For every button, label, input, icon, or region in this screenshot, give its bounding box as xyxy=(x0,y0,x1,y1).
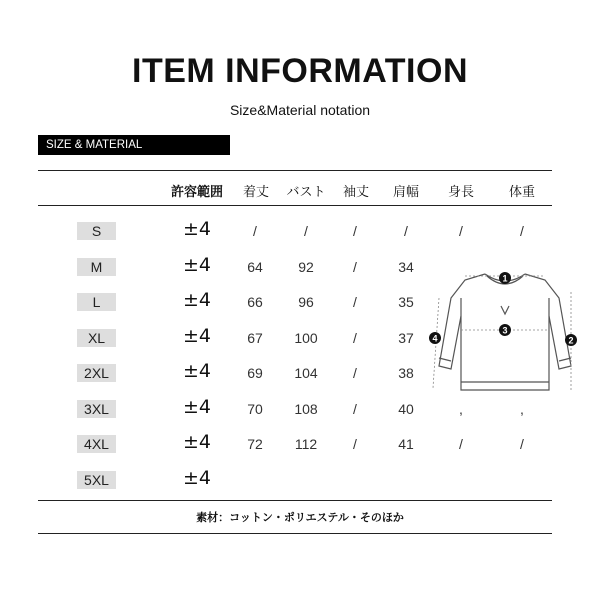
marker-2-label: 2 xyxy=(568,335,574,346)
section-label: SIZE & MATERIAL xyxy=(38,135,230,155)
material-note: 素材：コットン・ポリエステル・そのほか xyxy=(196,511,404,524)
page-subtitle: Size&Material notation xyxy=(229,102,371,118)
marker-2-icon xyxy=(565,334,577,346)
cell-bust: 104 xyxy=(294,365,318,381)
cell-sleeve: / xyxy=(353,365,357,381)
tolerance-value: ±4 xyxy=(182,395,211,418)
cell-bust: / xyxy=(304,223,308,239)
cell-length: / xyxy=(253,223,257,239)
shirt-measurement-diagram xyxy=(425,258,585,398)
cell-height: / xyxy=(459,223,463,239)
cell-length: 72 xyxy=(247,436,263,452)
cell-shoulder: / xyxy=(404,223,408,239)
cell-length: 67 xyxy=(247,329,263,346)
column-header-tolerance: 許容範囲 xyxy=(170,185,223,200)
marker-3-label: 3 xyxy=(502,325,508,336)
size-label: S xyxy=(77,222,116,240)
marker-3-icon xyxy=(499,324,511,336)
cell-length: 66 xyxy=(247,294,263,310)
tolerance-value: ±4 xyxy=(182,324,211,347)
cell-weight: , xyxy=(520,400,524,417)
size-label: M xyxy=(77,258,116,276)
cell-shoulder: 35 xyxy=(398,294,414,310)
cell-sleeve: / xyxy=(353,294,357,310)
cell-shoulder: 37 xyxy=(398,329,414,346)
cell-length: 69 xyxy=(247,365,263,381)
tolerance-value: ±4 xyxy=(182,253,211,276)
cell-height: / xyxy=(459,436,463,452)
table-rule-header xyxy=(38,205,552,206)
cell-sleeve: / xyxy=(353,258,357,275)
tolerance-value: ±4 xyxy=(182,431,211,453)
size-label: 2XL xyxy=(77,364,116,382)
column-header-length: 着丈 xyxy=(242,185,269,200)
size-label: L xyxy=(77,293,116,311)
size-label: 4XL xyxy=(77,435,116,453)
tolerance-value: ±4 xyxy=(182,218,211,240)
cell-sleeve: / xyxy=(353,436,357,452)
cell-length: 70 xyxy=(247,400,263,417)
tolerance-value: ±4 xyxy=(182,289,211,311)
tolerance-value: ±4 xyxy=(182,360,211,382)
cell-sleeve: / xyxy=(353,223,357,239)
cell-shoulder: 41 xyxy=(398,436,414,452)
cell-shoulder: 34 xyxy=(398,258,414,275)
cell-bust: 92 xyxy=(298,258,314,275)
size-label: 5XL xyxy=(77,471,116,489)
marker-1-label: 1 xyxy=(502,273,508,284)
cell-shoulder: 38 xyxy=(398,365,414,381)
table-rule-top xyxy=(38,170,552,171)
cell-sleeve: / xyxy=(353,400,357,417)
cell-weight: / xyxy=(520,223,524,239)
cell-bust: 100 xyxy=(294,329,318,346)
cell-sleeve: / xyxy=(353,329,357,346)
cell-bust: 112 xyxy=(294,436,318,452)
size-label: 3XL xyxy=(77,400,116,418)
table-rule-footer xyxy=(38,533,552,534)
column-header-sleeve: 袖丈 xyxy=(342,185,369,200)
cell-height: , xyxy=(459,400,463,417)
page-title: ITEM INFORMATION xyxy=(132,52,468,90)
marker-4-label: 4 xyxy=(432,333,438,344)
column-header-height: 身長 xyxy=(447,185,474,200)
cell-weight: / xyxy=(520,436,524,452)
cell-length: 64 xyxy=(247,258,263,275)
size-label: XL xyxy=(77,329,116,347)
column-header-shoulder: 肩幅 xyxy=(392,185,419,200)
cell-bust: 96 xyxy=(298,294,314,310)
cell-shoulder: 40 xyxy=(398,400,414,417)
table-rule-bottom xyxy=(38,500,552,501)
marker-4-icon xyxy=(429,332,441,344)
tolerance-value: ±4 xyxy=(182,466,211,489)
column-header-bust: バスト xyxy=(286,185,326,200)
column-header-weight: 体重 xyxy=(508,185,535,200)
marker-1-icon xyxy=(499,272,511,284)
cell-bust: 108 xyxy=(294,400,318,417)
